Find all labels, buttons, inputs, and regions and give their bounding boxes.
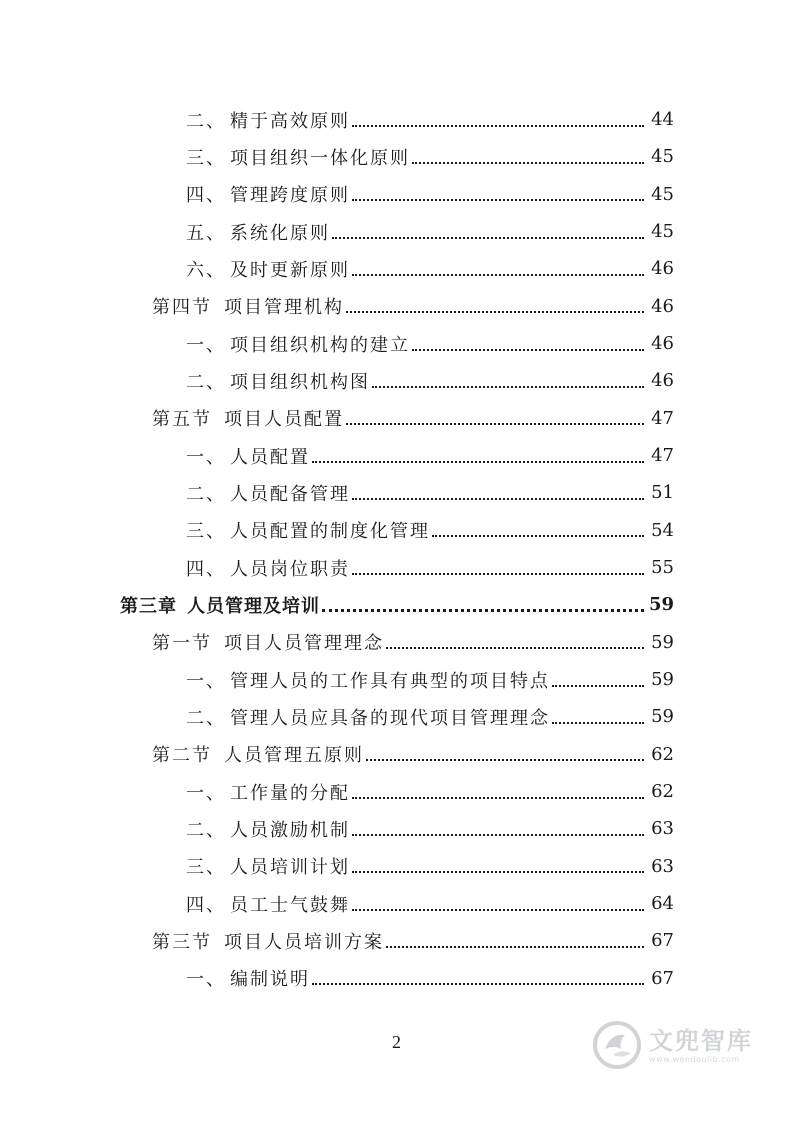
toc-entry[interactable] — [0, 512, 793, 549]
dot-leader — [432, 535, 644, 537]
toc-entry-number: 四、 — [186, 558, 226, 580]
toc-entry-number: 第三节 — [152, 931, 212, 953]
dot-leader — [312, 983, 644, 985]
dot-leader — [352, 274, 644, 276]
toc-entry-page: 62 — [651, 743, 674, 765]
toc-entry-title — [186, 107, 350, 133]
toc-entry-title — [186, 480, 350, 506]
toc-entry-title — [152, 293, 344, 319]
toc-entry[interactable] — [0, 885, 793, 922]
toc-entry-text: 编制说明 — [230, 969, 310, 991]
toc-entry-page: 46 — [651, 370, 674, 392]
toc-entry-title — [152, 928, 384, 954]
toc-entry-title — [186, 256, 350, 282]
toc-entry-title — [152, 741, 364, 767]
toc-entry-number: 二、 — [186, 483, 226, 505]
toc-entry[interactable] — [0, 362, 793, 399]
toc-entry-page: 45 — [651, 183, 674, 205]
toc-entry-title — [186, 816, 350, 842]
toc-entry-text: 工作量的分配 — [230, 782, 350, 804]
dot-leader — [346, 423, 644, 425]
toc-entry-number: 四、 — [186, 185, 226, 207]
dot-leader — [352, 199, 644, 201]
toc-entry-text: 人员配置的制度化管理 — [230, 521, 430, 543]
toc-entry-page: 64 — [651, 893, 674, 915]
toc-entry[interactable] — [0, 661, 793, 698]
toc-entry-text: 人员培训计划 — [230, 857, 350, 879]
toc-entry-text: 人员激励机制 — [230, 819, 350, 841]
toc-entry-number: 一、 — [186, 334, 226, 356]
toc-entry[interactable] — [0, 549, 793, 586]
toc-entry[interactable] — [0, 922, 793, 959]
dot-leader — [386, 946, 644, 948]
toc-entry[interactable] — [0, 325, 793, 362]
toc-entry-number: 第一节 — [152, 633, 212, 655]
toc-entry-number: 第五节 — [152, 409, 212, 431]
dot-leader — [352, 909, 644, 911]
dot-leader — [552, 722, 644, 724]
dot-leader — [352, 834, 644, 836]
toc-entry-text: 项目人员配置 — [224, 409, 344, 431]
toc-entry-page: 63 — [651, 855, 674, 877]
toc-entry-number: 第二节 — [152, 745, 212, 767]
dot-leader — [552, 685, 644, 687]
toc-entry-number: 第四节 — [152, 297, 212, 319]
toc-entry-number: 一、 — [186, 782, 226, 804]
toc-entry-page: 45 — [651, 146, 674, 168]
toc-entry-text: 人员配备管理 — [230, 483, 350, 505]
watermark — [591, 1015, 781, 1075]
dot-leader — [312, 461, 644, 463]
toc-entry-number: 二、 — [186, 110, 226, 132]
toc-entry[interactable] — [0, 288, 793, 325]
toc-entry-number: 第三章 — [120, 595, 177, 617]
toc-entry-number: 三、 — [186, 521, 226, 543]
toc-entry-title — [152, 629, 384, 655]
toc-entry-page: 59 — [648, 594, 674, 616]
toc-entry[interactable] — [0, 810, 793, 847]
dot-leader — [332, 237, 644, 239]
page-number: 2 — [392, 1032, 401, 1052]
toc-entry[interactable] — [0, 586, 793, 623]
toc-entry[interactable] — [0, 773, 793, 810]
toc-entry-number: 二、 — [186, 819, 226, 841]
dot-leader — [372, 386, 644, 388]
toc-entry-text: 管理人员的工作具有典型的项目特点 — [230, 670, 550, 692]
toc-entry-text: 管理人员应具备的现代项目管理理念 — [230, 707, 550, 729]
toc-entry[interactable] — [0, 736, 793, 773]
toc-entry-title — [186, 219, 330, 245]
toc-entry-number: 三、 — [186, 857, 226, 879]
toc-entry-text: 系统化原则 — [230, 222, 330, 244]
toc-entry-title — [186, 704, 550, 730]
toc-entry-text: 管理跨度原则 — [230, 185, 350, 207]
toc-entry-number: 五、 — [186, 222, 226, 244]
toc-entry[interactable] — [0, 698, 793, 735]
dot-leader — [412, 349, 644, 351]
toc-entry-page: 47 — [651, 445, 674, 467]
toc-entry-page: 63 — [651, 818, 674, 840]
toc-entry-text: 精于高效原则 — [230, 110, 350, 132]
toc-entry-text: 人员管理五原则 — [224, 745, 364, 767]
toc-entry-title — [186, 779, 350, 805]
toc-entry[interactable] — [0, 213, 793, 250]
dot-leader — [352, 797, 644, 799]
toc-entry-title — [186, 181, 350, 207]
toc-entry-page: 59 — [651, 706, 674, 728]
dot-leader — [346, 311, 644, 313]
toc-entry-title — [186, 443, 310, 469]
toc-entry[interactable] — [0, 400, 793, 437]
toc-entry[interactable] — [0, 848, 793, 885]
toc-entry-text: 人员配置 — [230, 446, 310, 468]
toc-entry-page: 67 — [651, 930, 674, 952]
toc-entry-number: 四、 — [186, 894, 226, 916]
toc-entry[interactable] — [0, 624, 793, 661]
watermark-url: www.wendoulib.com — [649, 1054, 740, 1064]
toc-entry-number: 六、 — [186, 259, 226, 281]
dot-leader — [352, 498, 644, 500]
toc-entry-title — [152, 405, 344, 431]
toc-entry-page: 67 — [651, 967, 674, 989]
dot-leader — [366, 759, 644, 761]
toc-entry[interactable] — [0, 474, 793, 511]
toc-entry-title — [186, 965, 310, 991]
toc-entry-page: 59 — [651, 631, 674, 653]
toc-entry-text: 人员管理及培训 — [187, 595, 320, 617]
toc-entry[interactable] — [0, 101, 793, 138]
watermark-logo-icon — [591, 1019, 643, 1071]
toc-entry-text: 及时更新原则 — [230, 259, 350, 281]
toc-entry-title — [186, 853, 350, 879]
toc-entry-title — [186, 331, 410, 357]
toc-entry-title — [186, 517, 430, 543]
toc-entry-number: 二、 — [186, 371, 226, 393]
toc-entry-text: 项目组织机构图 — [230, 371, 370, 393]
toc-entry-page: 44 — [651, 109, 674, 131]
toc-entry-number: 一、 — [186, 446, 226, 468]
toc-entry-page: 46 — [651, 333, 674, 355]
toc-entry-number: 一、 — [186, 969, 226, 991]
table-of-contents — [0, 101, 793, 997]
dot-leader — [352, 573, 644, 575]
toc-entry[interactable] — [0, 960, 793, 997]
dot-leader — [322, 609, 644, 612]
toc-entry-page: 51 — [651, 482, 674, 504]
toc-entry-page: 55 — [651, 557, 674, 579]
toc-entry-text: 项目人员管理理念 — [224, 633, 384, 655]
toc-entry-text: 项目人员培训方案 — [224, 931, 384, 953]
toc-entry-page: 62 — [651, 781, 674, 803]
toc-entry-number: 三、 — [186, 147, 226, 169]
dot-leader — [386, 647, 644, 649]
toc-entry-title — [186, 555, 350, 581]
dot-leader — [352, 125, 644, 127]
toc-entry-number: 一、 — [186, 670, 226, 692]
toc-entry[interactable] — [0, 138, 793, 175]
toc-entry[interactable] — [0, 176, 793, 213]
toc-entry-text: 员工士气鼓舞 — [230, 894, 350, 916]
toc-entry-title — [186, 667, 550, 693]
toc-entry-page: 46 — [651, 258, 674, 280]
toc-entry-page: 47 — [651, 407, 674, 429]
toc-entry-title — [186, 368, 370, 394]
toc-entry-title — [186, 891, 350, 917]
dot-leader — [352, 871, 644, 873]
toc-entry-text: 项目组织机构的建立 — [230, 334, 410, 356]
toc-entry[interactable] — [0, 437, 793, 474]
watermark-brand: 文兜智库 — [649, 1026, 753, 1055]
toc-entry-page: 46 — [651, 295, 674, 317]
toc-entry-number: 二、 — [186, 707, 226, 729]
toc-entry-text: 项目管理机构 — [224, 297, 344, 319]
toc-entry-text: 人员岗位职责 — [230, 558, 350, 580]
toc-entry-title — [120, 592, 320, 618]
dot-leader — [412, 162, 644, 164]
toc-entry-title — [186, 144, 410, 170]
toc-entry-text: 项目组织一体化原则 — [230, 147, 410, 169]
toc-entry[interactable] — [0, 250, 793, 287]
toc-entry-page: 54 — [651, 519, 674, 541]
toc-entry-page: 59 — [651, 669, 674, 691]
toc-entry-page: 45 — [651, 221, 674, 243]
